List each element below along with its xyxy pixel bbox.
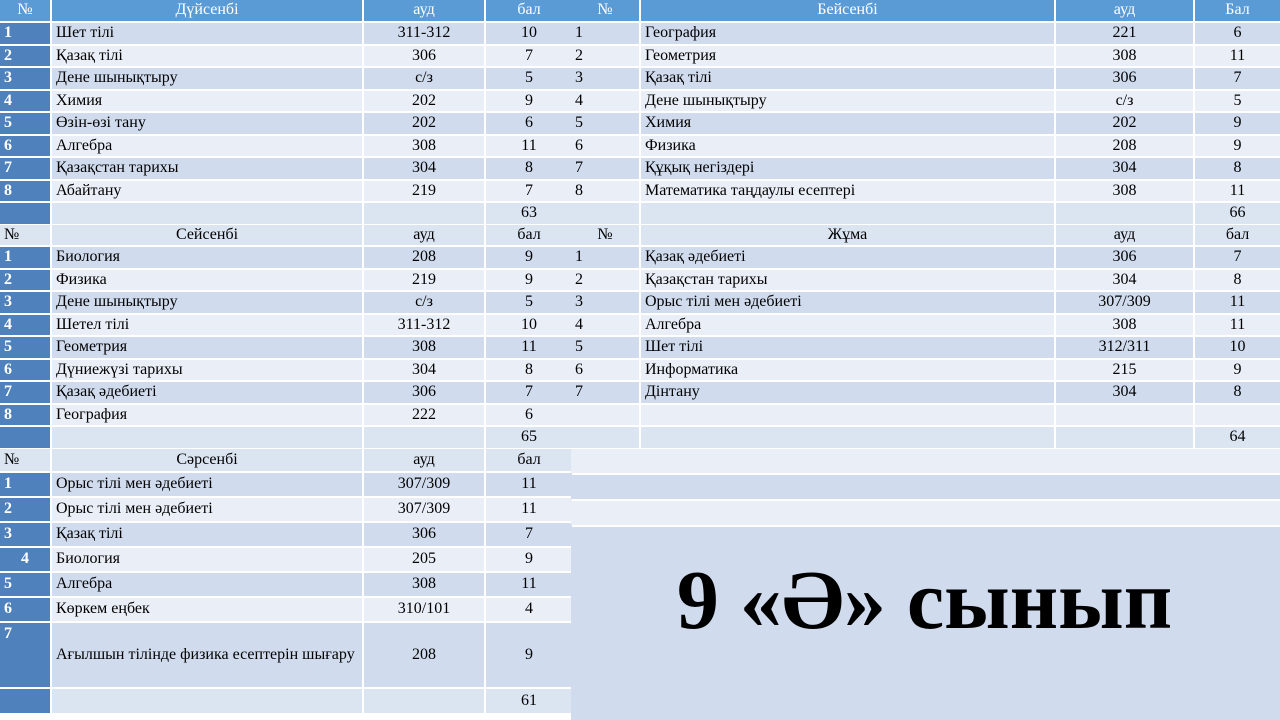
room-number: 308 [364,136,484,157]
room-number: 208 [364,247,484,268]
score-value: 9 [1195,360,1280,381]
total-number-cell [0,203,50,224]
subject-name: Қазақстан тарихы [641,270,1054,291]
tuesday-table [0,225,570,448]
room-number: 306 [364,46,484,67]
header-score: бал [1195,225,1280,245]
header-day-name: Жұма [641,225,1054,245]
subject-name: Көркем еңбек [52,598,362,621]
header-room: ауд [364,0,484,21]
score-value: 11 [486,498,572,521]
subject-name: Шет тілі [52,23,362,44]
row-number: 5 [0,113,50,134]
room-number: 311-312 [364,23,484,44]
score-value: 8 [486,360,572,381]
total-number-cell [0,427,50,448]
room-number: 306 [364,382,484,403]
score-value: 5 [486,292,572,313]
empty-cell [641,405,1054,426]
subject-name: Химия [641,113,1054,134]
row-number: 7 [0,158,50,179]
room-number: 205 [364,548,484,571]
room-number: 307/309 [364,498,484,521]
score-value: 7 [486,181,572,202]
row-number: 6 [0,360,50,381]
class-title: 9 «Ә» сынып [676,553,1173,647]
subject-name: Орыс тілі мен әдебиеті [52,498,362,521]
header-room: ауд [364,449,484,471]
room-number: 222 [364,405,484,426]
room-number: 215 [1056,360,1193,381]
score-value: 7 [486,382,572,403]
score-value: 4 [486,598,572,621]
room-number: 202 [364,91,484,112]
row-number: 2 [571,270,639,291]
room-number: 221 [1056,23,1193,44]
room-number: 308 [364,337,484,358]
score-value: 9 [486,270,572,291]
room-number: 202 [364,113,484,134]
score-value: 9 [486,623,572,687]
header-score: бал [486,225,572,245]
subject-name: Дүниежүзі тарихы [52,360,362,381]
empty-cell [1195,405,1280,426]
row-number: 6 [571,360,639,381]
subject-name: Дене шынықтыру [52,68,362,89]
room-number: 202 [1056,113,1193,134]
score-value: 8 [1195,382,1280,403]
subject-name: Шет тілі [641,337,1054,358]
total-label-cell [52,203,362,224]
subject-name: Шетел тілі [52,315,362,336]
row-number: 1 [0,247,50,268]
score-value: 11 [486,573,572,596]
title-background-2 [571,501,1280,525]
header-day-name: Бейсенбі [641,0,1054,21]
subject-name: Өзін-өзі тану [52,113,362,134]
score-value: 7 [486,523,572,546]
room-number: 306 [364,523,484,546]
total-number-cell [571,427,639,448]
score-value: 9 [1195,136,1280,157]
total-label-cell [52,689,362,713]
empty-cell [1056,405,1193,426]
row-number: 1 [0,23,50,44]
subject-name: Физика [52,270,362,291]
row-number: 4 [571,315,639,336]
row-number: 2 [0,46,50,67]
score-value: 9 [486,548,572,571]
score-value: 11 [1195,46,1280,67]
subject-name: Геометрия [641,46,1054,67]
total-score: 64 [1195,427,1280,448]
score-value: 10 [1195,337,1280,358]
subject-name: Қазақ тілі [52,523,362,546]
score-value: 5 [486,68,572,89]
room-number: 308 [1056,46,1193,67]
row-number: 7 [571,382,639,403]
total-number-cell [571,203,639,224]
row-number: 7 [0,382,50,403]
subject-name: Биология [52,548,362,571]
score-value: 7 [1195,247,1280,268]
row-number: 3 [571,68,639,89]
total-label-cell [52,427,362,448]
total-label-cell [641,203,1054,224]
subject-name: Дене шынықтыру [52,292,362,313]
row-number: 6 [0,598,50,621]
row-number: 2 [571,46,639,67]
room-number: 311-312 [364,315,484,336]
title-background-top [571,449,1280,473]
subject-name: Орыс тілі мен әдебиеті [641,292,1054,313]
row-number: 2 [0,270,50,291]
score-value: 8 [486,158,572,179]
subject-name: Құқық негіздері [641,158,1054,179]
subject-name: Ағылшын тілінде физика есептерін шығару [52,623,362,687]
header-room: ауд [1056,0,1193,21]
subject-name: Қазақстан тарихы [52,158,362,179]
score-value: 11 [486,473,572,496]
subject-name: География [641,23,1054,44]
score-value: 5 [1195,91,1280,112]
row-number: 4 [0,315,50,336]
header-score: бал [486,449,572,471]
score-value: 11 [1195,292,1280,313]
score-value: 8 [1195,270,1280,291]
room-number: 312/311 [1056,337,1193,358]
row-number: 5 [571,337,639,358]
room-number: 208 [364,623,484,687]
score-value: 7 [486,46,572,67]
score-value: 9 [486,91,572,112]
row-number: 8 [0,181,50,202]
row-number: 5 [571,113,639,134]
room-number: 308 [1056,181,1193,202]
row-number: 8 [0,405,50,426]
header-room: ауд [364,225,484,245]
subject-name: Геометрия [52,337,362,358]
header-day-name: Дүйсенбі [52,0,362,21]
row-number: 4 [0,91,50,112]
total-room-cell [364,427,484,448]
header-number: № [571,0,639,21]
room-number: 208 [1056,136,1193,157]
room-number: 219 [364,270,484,291]
row-number: 7 [0,623,50,687]
subject-name: Абайтану [52,181,362,202]
subject-name: Қазақ тілі [52,46,362,67]
subject-name: Дінтану [641,382,1054,403]
room-number: 310/101 [364,598,484,621]
row-number: 1 [0,473,50,496]
row-number: 6 [571,136,639,157]
row-number: 2 [0,498,50,521]
subject-name: Қазақ тілі [641,68,1054,89]
subject-name: Информатика [641,360,1054,381]
room-number: с/з [1056,91,1193,112]
header-score: бал [486,0,572,21]
total-room-cell [1056,427,1193,448]
subject-name: Орыс тілі мен әдебиеті [52,473,362,496]
total-score: 66 [1195,203,1280,224]
total-label-cell [641,427,1054,448]
row-number: 8 [571,181,639,202]
subject-name: География [52,405,362,426]
row-number: 1 [571,23,639,44]
room-number: с/з [364,68,484,89]
row-number: 3 [0,68,50,89]
subject-name: Қазақ әдебиеті [52,382,362,403]
monday-table [0,0,570,224]
row-number: 3 [0,523,50,546]
subject-name: Физика [641,136,1054,157]
row-number: 6 [0,136,50,157]
total-room-cell [1056,203,1193,224]
subject-name: Биология [52,247,362,268]
header-day-name: Сәрсенбі [52,449,362,471]
room-number: 304 [1056,382,1193,403]
header-room: ауд [1056,225,1193,245]
score-value: 11 [486,337,572,358]
subject-name: Математика таңдаулы есептері [641,181,1054,202]
total-room-cell [364,203,484,224]
room-number: 306 [1056,247,1193,268]
row-number: 7 [571,158,639,179]
room-number: 304 [364,360,484,381]
score-value: 11 [1195,315,1280,336]
row-number: 5 [0,337,50,358]
total-score: 61 [486,689,572,713]
total-score: 63 [486,203,572,224]
subject-name: Қазақ әдебиеті [641,247,1054,268]
row-number: 3 [571,292,639,313]
room-number: 307/309 [364,473,484,496]
room-number: 304 [364,158,484,179]
subject-name: Дене шынықтыру [641,91,1054,112]
row-number: 4 [571,91,639,112]
room-number: 219 [364,181,484,202]
header-number: № [0,0,50,21]
thursday-table [571,0,1280,224]
header-day-name: Сейсенбі [52,225,362,245]
room-number: 308 [364,573,484,596]
wednesday-table [0,449,570,713]
room-number: с/з [364,292,484,313]
score-value: 10 [486,315,572,336]
subject-name: Химия [52,91,362,112]
score-value: 7 [1195,68,1280,89]
total-number-cell [0,689,50,713]
score-value: 8 [1195,158,1280,179]
row-number: 4 [0,548,50,571]
score-value: 9 [1195,113,1280,134]
score-value: 10 [486,23,572,44]
room-number: 304 [1056,158,1193,179]
title-background-1 [571,475,1280,499]
score-value: 11 [486,136,572,157]
row-number: 3 [0,292,50,313]
header-number: № [0,225,50,245]
score-value: 6 [1195,23,1280,44]
friday-table [571,225,1280,448]
room-number: 304 [1056,270,1193,291]
room-number: 306 [1056,68,1193,89]
room-number: 307/309 [1056,292,1193,313]
score-value: 9 [486,247,572,268]
header-number: № [0,449,50,471]
header-number: № [571,225,639,245]
row-number: 1 [571,247,639,268]
header-score: Бал [1195,0,1280,21]
subject-name: Алгебра [641,315,1054,336]
total-room-cell [364,689,484,713]
empty-cell [571,405,639,426]
row-number: 5 [0,573,50,596]
subject-name: Алгебра [52,136,362,157]
score-value: 6 [486,113,572,134]
score-value: 11 [1195,181,1280,202]
score-value: 6 [486,405,572,426]
subject-name: Алгебра [52,573,362,596]
total-score: 65 [486,427,572,448]
room-number: 308 [1056,315,1193,336]
